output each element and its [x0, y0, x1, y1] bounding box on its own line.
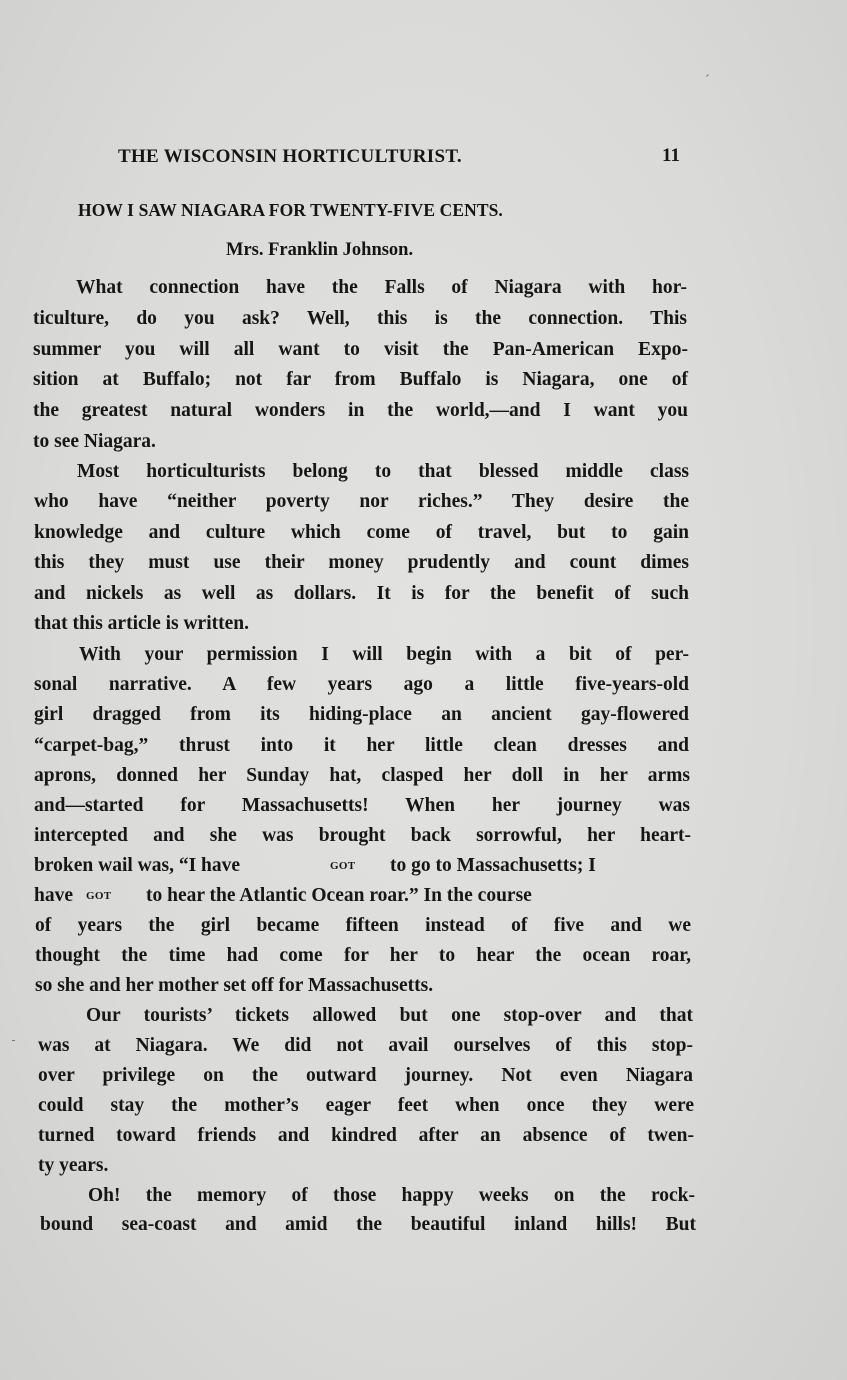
article-title: HOW I SAW NIAGARA FOR TWENTY-FIVE CENTS. [78, 200, 503, 220]
text-line: over privilege on the outward journey. Not even Niagara [38, 1065, 693, 1086]
text-line: that this article is written. [34, 613, 249, 634]
text-line: Our tourists’ tickets allowed but one stop-over and that [86, 1005, 693, 1026]
text-line: girl dragged from its hiding-place an ancient gay-flowered [34, 704, 689, 725]
text-line: was at Niagara. We did not avail ourselves of this stop- [38, 1035, 693, 1056]
text-line: Oh! the memory of those happy weeks on the rock- [88, 1185, 695, 1206]
text-line: and—started for Massachusetts! When her journey was [34, 795, 690, 816]
text-line: With your permission I will begin with a bit of per- [79, 644, 689, 665]
text-line-part: got [330, 857, 356, 873]
text-line-part: have [34, 885, 73, 906]
text-line: the greatest natural wonders in the world,—and I want you [33, 400, 688, 421]
running-head: THE WISCONSIN HORTICULTURIST. [118, 146, 462, 167]
text-line: turned toward friends and kindred after an absence of twen- [38, 1125, 694, 1146]
text-line: sonal narrative. A few years ago a little five-years-old [34, 674, 689, 695]
text-line: “carpet-bag,” thrust into it her little clean dresses and [34, 735, 689, 756]
scan-speck [12, 1040, 15, 1041]
text-line: summer you will all want to visit the Pan-American Expo- [33, 339, 688, 360]
page-number: 11 [662, 145, 680, 166]
text-line: intercepted and she was brought back sorrowful, her heart- [34, 825, 691, 846]
text-line: of years the girl became fifteen instead of five and we [35, 915, 691, 936]
text-line-part: broken wail was, “I have [34, 855, 241, 876]
text-line: ty years. [38, 1155, 109, 1176]
text-line: so she and her mother set off for Massachusetts. [35, 975, 434, 996]
text-line: knowledge and culture which come of travel, but to gain [34, 522, 689, 543]
article-author: Mrs. Franklin Johnson. [226, 240, 414, 260]
text-line: this they must use their money prudently and count dimes [34, 552, 689, 573]
text-line: could stay the mother’s eager feet when once they were [38, 1095, 694, 1116]
scan-speck [706, 74, 709, 77]
text-line: What connection have the Falls of Niagara with hor- [76, 277, 687, 298]
text-line: aprons, donned her Sunday hat, clasped her doll in her arms [34, 765, 690, 786]
text-line-part: to hear the Atlantic Ocean roar.” In the course [146, 885, 532, 906]
text-line: ticulture, do you ask? Well, this is the connection. This [33, 308, 687, 329]
text-line: bound sea-coast and amid the beautiful inland hills! But [40, 1214, 696, 1235]
text-line-part: got [86, 887, 112, 903]
text-line: to see Niagara. [33, 431, 156, 452]
text-line: who have “neither poverty nor riches.” They desire the [34, 491, 689, 512]
text-line: Most horticulturists belong to that blessed middle class [77, 461, 689, 482]
text-line: and nickels as well as dollars. It is for the benefit of such [34, 583, 689, 604]
text-line: sition at Buffalo; not far from Buffalo is Niagara, one of [33, 369, 688, 390]
text-line-part: to go to Massachusetts; I [390, 855, 596, 876]
text-line: thought the time had come for her to hear the ocean roar, [35, 945, 691, 966]
